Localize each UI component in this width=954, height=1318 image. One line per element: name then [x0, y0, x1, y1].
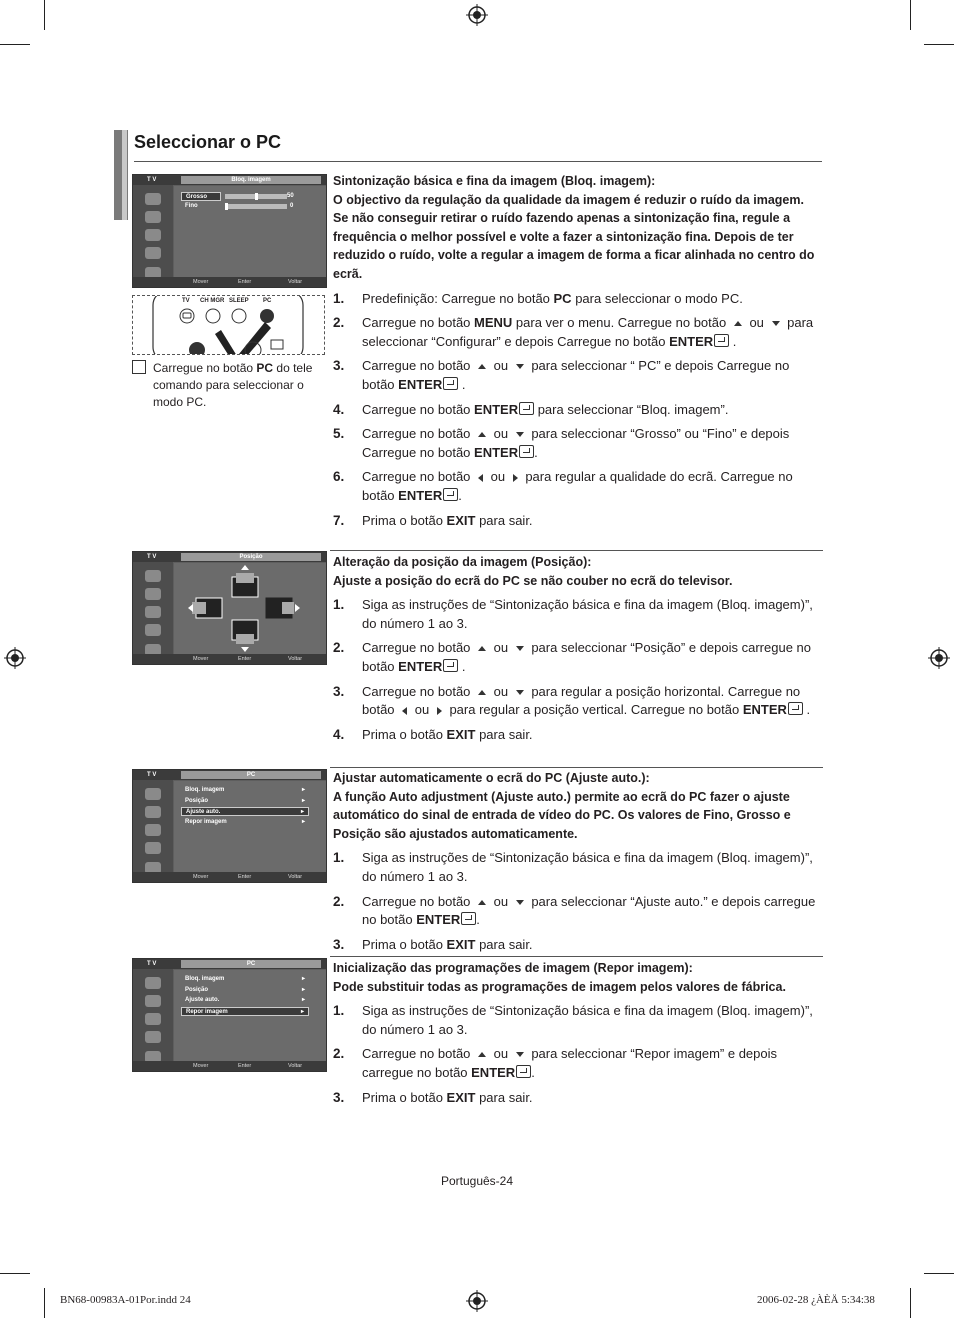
osd-footer [133, 277, 326, 287]
section-intro: Sintonização básica e fina da imagem (Bloq. imagem): O objectivo da regulação da qualidade da imagem é reduzir o ruído da imagem. Se não conseguir retirar o ruído fazendo apenas a sintonização fina, regule a frequência o melhor possível e volte a fazer a sintonização fina. Depois de ter reduzido o ruído, volte a regular a imagem de forma a ficar alinhada no centro do ecrã. [333, 174, 815, 281]
note-text: Carregue no botão PC do tele comando para seleccionar o modo PC. [153, 361, 313, 409]
step-number: 1. [333, 290, 345, 306]
step-text: Carregue no botão ou para regular a posição horizontal. Carregue no botão ou para regular a posição vertical. Carregue no botão ENTER . [362, 683, 811, 718]
remote-label-pc: PC [263, 298, 272, 304]
step-text: Prima o botão EXIT para sair. [362, 726, 533, 742]
grosso-value: 50 [287, 193, 294, 199]
osd-menu-item [181, 818, 309, 827]
osd-menu-item [181, 1007, 309, 1016]
arrow-up-icon [478, 900, 486, 905]
osd-footer-back: Voltar [288, 279, 303, 285]
section-bloq-imagem [333, 172, 821, 536]
osd-menu-item-label: Ajuste auto. [185, 997, 220, 1003]
osd-tv-label: T V [147, 961, 157, 967]
step-number: 6. [333, 469, 345, 485]
osd-menu-item-label: Repor imagem [186, 1008, 228, 1015]
section-ajuste-auto [333, 769, 821, 960]
arrow-down-icon [516, 432, 524, 437]
chevron-right-icon: ▸ [301, 997, 305, 1003]
osd-screen-bloq-imagem [132, 174, 327, 288]
step [333, 314, 821, 351]
step-number: 4. [333, 401, 345, 417]
arrow-up-icon [478, 646, 486, 651]
chevron-right-icon: ▸ [301, 818, 305, 825]
title-accent-bar-light [122, 130, 127, 220]
step [333, 849, 821, 886]
arrow-down-icon [516, 1052, 524, 1057]
setup-icon [145, 624, 161, 636]
section-intro: Ajustar automaticamente o ecrã do PC (Ajuste auto.): A função Auto adjustment (Ajuste auto.) permite ao ecrã do PC fazer o ajuste automático do sinal de entrada de vídeo do PC. Os valores de Fino, Grosso e Posição são ajustados automaticamente. [333, 771, 791, 841]
step-text: Siga as instruções de “Sintonização básica e fina da imagem (Bloq. imagem)”, do número 1 ao 3. [362, 850, 813, 884]
page-title: Seleccionar o PC [134, 132, 282, 152]
osd-menu-item-label: Bloq. imagem [185, 976, 225, 982]
osd-footer-back: Voltar [288, 656, 303, 662]
arrow-right-icon [437, 707, 442, 715]
step [333, 726, 821, 745]
arrow-down-icon [516, 364, 524, 369]
step-text: Carregue no botão ou para seleccionar “Repor imagem” e depois carregue no botão ENTER . [362, 1046, 778, 1080]
setup-icon [145, 247, 161, 259]
enter-icon [519, 402, 534, 415]
step-text: Prima o botão EXIT para sair. [362, 1089, 533, 1105]
osd-row-grosso [181, 192, 221, 201]
arrow-up-icon [478, 432, 486, 437]
osd-menu-item-label: Bloq. imagem [185, 787, 225, 793]
osd-tv-label: T V [147, 177, 157, 183]
picture-icon [145, 977, 161, 989]
osd-footer-move: Mover [193, 1063, 209, 1069]
enter-icon [443, 377, 458, 390]
enter-icon [443, 488, 458, 501]
osd-row-label: Fino [185, 203, 198, 209]
osd-menu-item-label: Ajuste auto. [186, 809, 221, 815]
enter-icon [714, 334, 729, 347]
section-rule [330, 550, 823, 551]
osd-footer-enter: Enter [238, 874, 252, 880]
step [333, 468, 821, 505]
registration-mark-top [466, 4, 488, 26]
step-text: Prima o botão EXIT para sair. [362, 936, 533, 952]
section-intro: Inicialização das programações de imagem (Repor imagem): Pode substituir todas as programações de imagem pelos valores de fábrica. [333, 961, 786, 994]
note-icon [132, 360, 146, 374]
remote-label-tv: TV [182, 298, 190, 304]
channel-icon [145, 824, 161, 836]
osd-footer-enter: Enter [238, 279, 252, 285]
step-number: 7. [333, 512, 345, 528]
sound-icon [145, 588, 161, 600]
step [333, 357, 821, 394]
sound-icon [145, 806, 161, 818]
osd-menu-item [181, 975, 309, 984]
step [333, 936, 821, 955]
step [333, 1089, 821, 1108]
setup-icon [145, 1031, 161, 1043]
osd-menu-item [181, 986, 309, 995]
channel-icon [145, 1013, 161, 1025]
arrow-down-icon [516, 900, 524, 905]
slug-timestamp: 2006-02-28 ¿ÀÈÄ 5:34:38 [757, 1294, 875, 1306]
osd-menu-item-label: Posição [185, 986, 209, 993]
step-number: 1. [333, 597, 345, 613]
step-number: 2. [333, 315, 345, 331]
step-number: 2. [333, 640, 345, 656]
registration-mark-left [4, 647, 26, 669]
osd-tv-label: T V [147, 554, 157, 560]
chevron-right-icon: ▸ [301, 787, 305, 793]
step-number: 5. [333, 426, 345, 442]
section-rule [330, 767, 823, 768]
step-number: 3. [333, 683, 345, 699]
step [333, 290, 821, 309]
osd-header: PC [181, 960, 321, 968]
picture-icon [145, 570, 161, 582]
step-text: Carregue no botão MENU para ver o menu. Carregue no botão ou para seleccionar “Configurar” e depois Carregue no botão ENTER . [362, 315, 814, 349]
grosso-slider-knob [255, 193, 258, 200]
osd-screen-posicao [132, 551, 327, 665]
step-number: 1. [333, 850, 345, 866]
section-repor-imagem [333, 959, 821, 1113]
osd-footer [133, 1061, 326, 1071]
arrow-down-icon [516, 646, 524, 651]
step-number: 4. [333, 726, 345, 742]
step [333, 639, 821, 676]
setup-icon [145, 842, 161, 854]
arrow-down-icon [516, 690, 524, 695]
page-number: Português-24 [440, 1174, 514, 1188]
osd-menu-item [181, 786, 309, 795]
channel-icon [145, 229, 161, 241]
registration-mark-right [928, 647, 950, 669]
enter-icon [519, 445, 534, 458]
arrow-up-icon [478, 364, 486, 369]
chevron-right-icon: ▸ [301, 986, 305, 993]
remote-control-icon [133, 296, 325, 355]
osd-footer-enter: Enter [238, 656, 252, 662]
enter-icon [788, 702, 803, 715]
chevron-right-icon: ▸ [301, 797, 305, 804]
enter-icon [516, 1065, 531, 1078]
arrow-down-icon [772, 321, 780, 326]
osd-footer-enter: Enter [238, 1063, 252, 1069]
fino-slider-knob [225, 203, 228, 210]
step [333, 596, 821, 633]
osd-screen-pc-ajuste [132, 769, 327, 883]
step-number: 2. [333, 1046, 345, 1062]
osd-footer [133, 872, 326, 882]
osd-footer-back: Voltar [288, 874, 303, 880]
step-text: Predefinição: Carregue no botão PC para seleccionar o modo PC. [362, 290, 743, 306]
section-posicao [333, 553, 821, 750]
osd-row-label: Grosso [186, 194, 208, 200]
osd-tv-label: T V [147, 772, 157, 778]
step [333, 1002, 821, 1039]
osd-footer-back: Voltar [288, 1063, 303, 1069]
picture-icon [145, 788, 161, 800]
step-text: Carregue no botão ou para seleccionar “Grosso” ou “Fino” e depois Carregue no botão ENTER . [362, 426, 790, 460]
step [333, 893, 821, 930]
note [132, 360, 325, 411]
fino-value: 0 [290, 203, 294, 209]
osd-screen-pc-repor [132, 958, 327, 1072]
step [333, 401, 821, 420]
fino-slider [225, 204, 287, 209]
arrow-up-icon [478, 1052, 486, 1057]
title-rule [134, 161, 822, 162]
step-text: Siga as instruções de “Sintonização básica e fina da imagem (Bloq. imagem)”, do número 1 ao 3. [362, 597, 813, 631]
step [333, 1045, 821, 1082]
osd-footer-move: Mover [193, 656, 209, 662]
step-number: 3. [333, 1089, 345, 1105]
osd-header: Posição [181, 553, 321, 561]
step [333, 683, 821, 720]
osd-footer-move: Mover [193, 279, 209, 285]
chevron-right-icon: ▸ [300, 809, 304, 815]
osd-header: Bloq. imagem [181, 176, 321, 184]
step-text: Carregue no botão ou para seleccionar “Ajuste auto.” e depois carregue no botão ENTER . [362, 893, 816, 928]
registration-mark-bottom [466, 1290, 488, 1312]
arrow-up-icon [734, 321, 742, 326]
osd-footer-move: Mover [193, 874, 209, 880]
osd-row-fino [181, 202, 221, 211]
osd-menu-item [181, 797, 309, 806]
remote-label-sleep: SLEEP [229, 298, 249, 304]
slug-filename: BN68-00983A-01Por.indd 24 [60, 1294, 191, 1306]
remote-control-illustration [132, 295, 325, 355]
chevron-right-icon: ▸ [300, 1008, 304, 1015]
sound-icon [145, 211, 161, 223]
step-number: 1. [333, 1003, 345, 1019]
osd-menu-item-label: Posição [185, 797, 209, 804]
step-text: Carregue no botão ou para seleccionar “ PC” e depois Carregue no botão ENTER . [362, 358, 790, 392]
section-intro: Alteração da posição da imagem (Posição): Ajuste a posição do ecrã do PC se não couber no ecrã do televisor. [333, 555, 733, 588]
osd-menu-item-label: Repor imagem [185, 818, 227, 825]
arrow-left-icon [402, 707, 407, 715]
channel-icon [145, 606, 161, 618]
step-number: 2. [333, 893, 345, 909]
step [333, 425, 821, 462]
remote-label-chmgr: CH MGR [200, 298, 225, 304]
enter-icon [461, 912, 476, 925]
step-text: Prima o botão EXIT para sair. [362, 512, 533, 528]
sound-icon [145, 995, 161, 1007]
chevron-right-icon: ▸ [301, 976, 305, 982]
arrow-up-icon [478, 690, 486, 695]
osd-menu-item [181, 807, 309, 816]
osd-footer [133, 654, 326, 664]
osd-header: PC [181, 771, 321, 779]
arrow-left-icon [478, 474, 483, 482]
arrow-right-icon [513, 474, 518, 482]
grosso-slider [225, 194, 287, 199]
step-number: 3. [333, 358, 345, 374]
step-text: Carregue no botão ou para regular a qualidade do ecrã. Carregue no botão ENTER . [362, 469, 793, 503]
enter-icon [443, 659, 458, 672]
step [333, 512, 821, 531]
picture-icon [145, 193, 161, 205]
osd-menu-item [181, 996, 309, 1005]
step-text: Carregue no botão ou para seleccionar “Posição” e depois carregue no botão ENTER . [362, 640, 811, 674]
step-text: Siga as instruções de “Sintonização básica e fina da imagem (Bloq. imagem)”, do número 1 ao 3. [362, 1003, 813, 1037]
step-number: 3. [333, 936, 345, 952]
position-arrows-icon [174, 563, 326, 654]
step-text: Carregue no botão ENTER para seleccionar “Bloq. imagem”. [362, 401, 729, 417]
